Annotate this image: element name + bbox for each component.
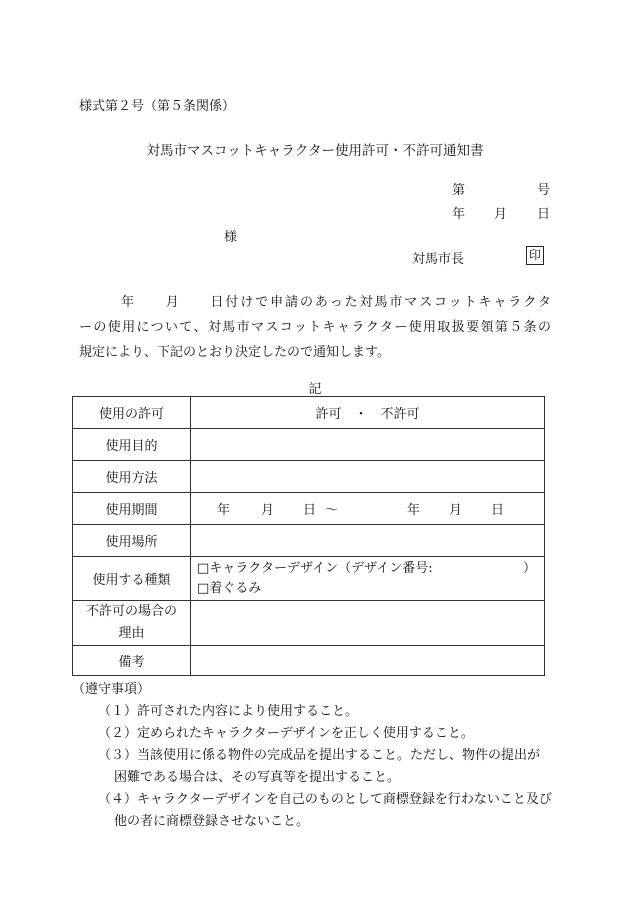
period-start-day: 日	[303, 503, 317, 518]
type-option-costume[interactable]: □着ぐるみ	[197, 580, 262, 596]
permission-label: 使用の許可	[73, 397, 191, 429]
type-option-close-paren: ）	[522, 560, 536, 576]
table-row	[73, 525, 545, 557]
table-row	[73, 601, 545, 646]
form-number: 様式第２号（第５条関係）	[79, 99, 236, 114]
reason-field[interactable]	[191, 601, 545, 646]
date-month-label: 月	[494, 207, 508, 222]
issuer-name: 対馬市長	[412, 252, 465, 267]
body-line-3: 規定により、下記のとおり決定したので通知します。	[79, 345, 390, 360]
date-day-label: 日	[537, 207, 551, 222]
reason-label-line-2: 理由	[118, 626, 145, 641]
number-dai-label: 第	[452, 183, 466, 198]
record-heading: 記	[308, 382, 322, 397]
body-line-1: 年 月 日付けで申請のあった対馬市マスコットキャラクタ	[121, 295, 551, 310]
table-row	[73, 493, 545, 525]
date-year-label: 年	[452, 207, 466, 222]
period-field[interactable]	[191, 493, 545, 525]
table-row	[73, 557, 545, 601]
note-item: （３）当該使用に係る物件の完成品を提出すること。ただし、物件の提出が困難である場合は、その写真等を提出すること。	[98, 748, 541, 785]
remarks-label: 備考	[73, 646, 191, 676]
method-field[interactable]	[191, 461, 545, 493]
table-row	[73, 461, 545, 493]
recipient-honorific: 様	[224, 230, 238, 245]
period-tilde: ～	[325, 503, 339, 518]
table-row	[73, 397, 545, 429]
reason-label	[73, 601, 191, 646]
body-line-2: ーの使用について、対馬市マスコットキャラクター使用取扱要領第５条の	[79, 320, 551, 335]
period-start-year: 年	[217, 503, 231, 518]
period-end-day: 日	[491, 503, 505, 518]
type-field	[191, 557, 545, 601]
period-end-year: 年	[407, 503, 421, 518]
period-label: 使用期間	[73, 493, 191, 525]
note-item: （２）定められたキャラクターデザインを正しく使用すること。	[98, 726, 474, 741]
purpose-field[interactable]	[191, 429, 545, 461]
reason-label-line-1: 不許可の場合の	[85, 604, 177, 619]
document-title: 対馬市マスコットキャラクター使用許可・不許可通知書	[146, 143, 484, 159]
place-field[interactable]	[191, 525, 545, 557]
table-row	[73, 429, 545, 461]
permission-table	[72, 396, 545, 676]
type-label: 使用する種類	[73, 557, 191, 601]
note-item: （４）キャラクターデザインを自己のものとして商標登録を行わないこと及び他の者に商標登録させないこと。	[98, 792, 552, 829]
table-row	[73, 646, 545, 676]
method-label: 使用方法	[73, 461, 191, 493]
number-go-label: 号	[537, 183, 551, 198]
period-end-month: 月	[449, 503, 463, 518]
notice-body	[79, 290, 551, 365]
period-start-month: 月	[261, 503, 275, 518]
note-item: （１）許可された内容により使用すること。	[98, 704, 359, 719]
permission-value[interactable]: 許可 ・ 不許可	[191, 397, 545, 429]
compliance-notes	[72, 679, 552, 833]
type-option-character-design[interactable]: □キャラクターデザイン（デザイン番号:	[197, 560, 433, 576]
remarks-field[interactable]	[191, 646, 545, 676]
notes-heading: （遵守事項）	[72, 682, 151, 697]
purpose-label: 使用目的	[73, 429, 191, 461]
place-label: 使用場所	[73, 525, 191, 557]
seal-mark: 印	[526, 246, 544, 265]
